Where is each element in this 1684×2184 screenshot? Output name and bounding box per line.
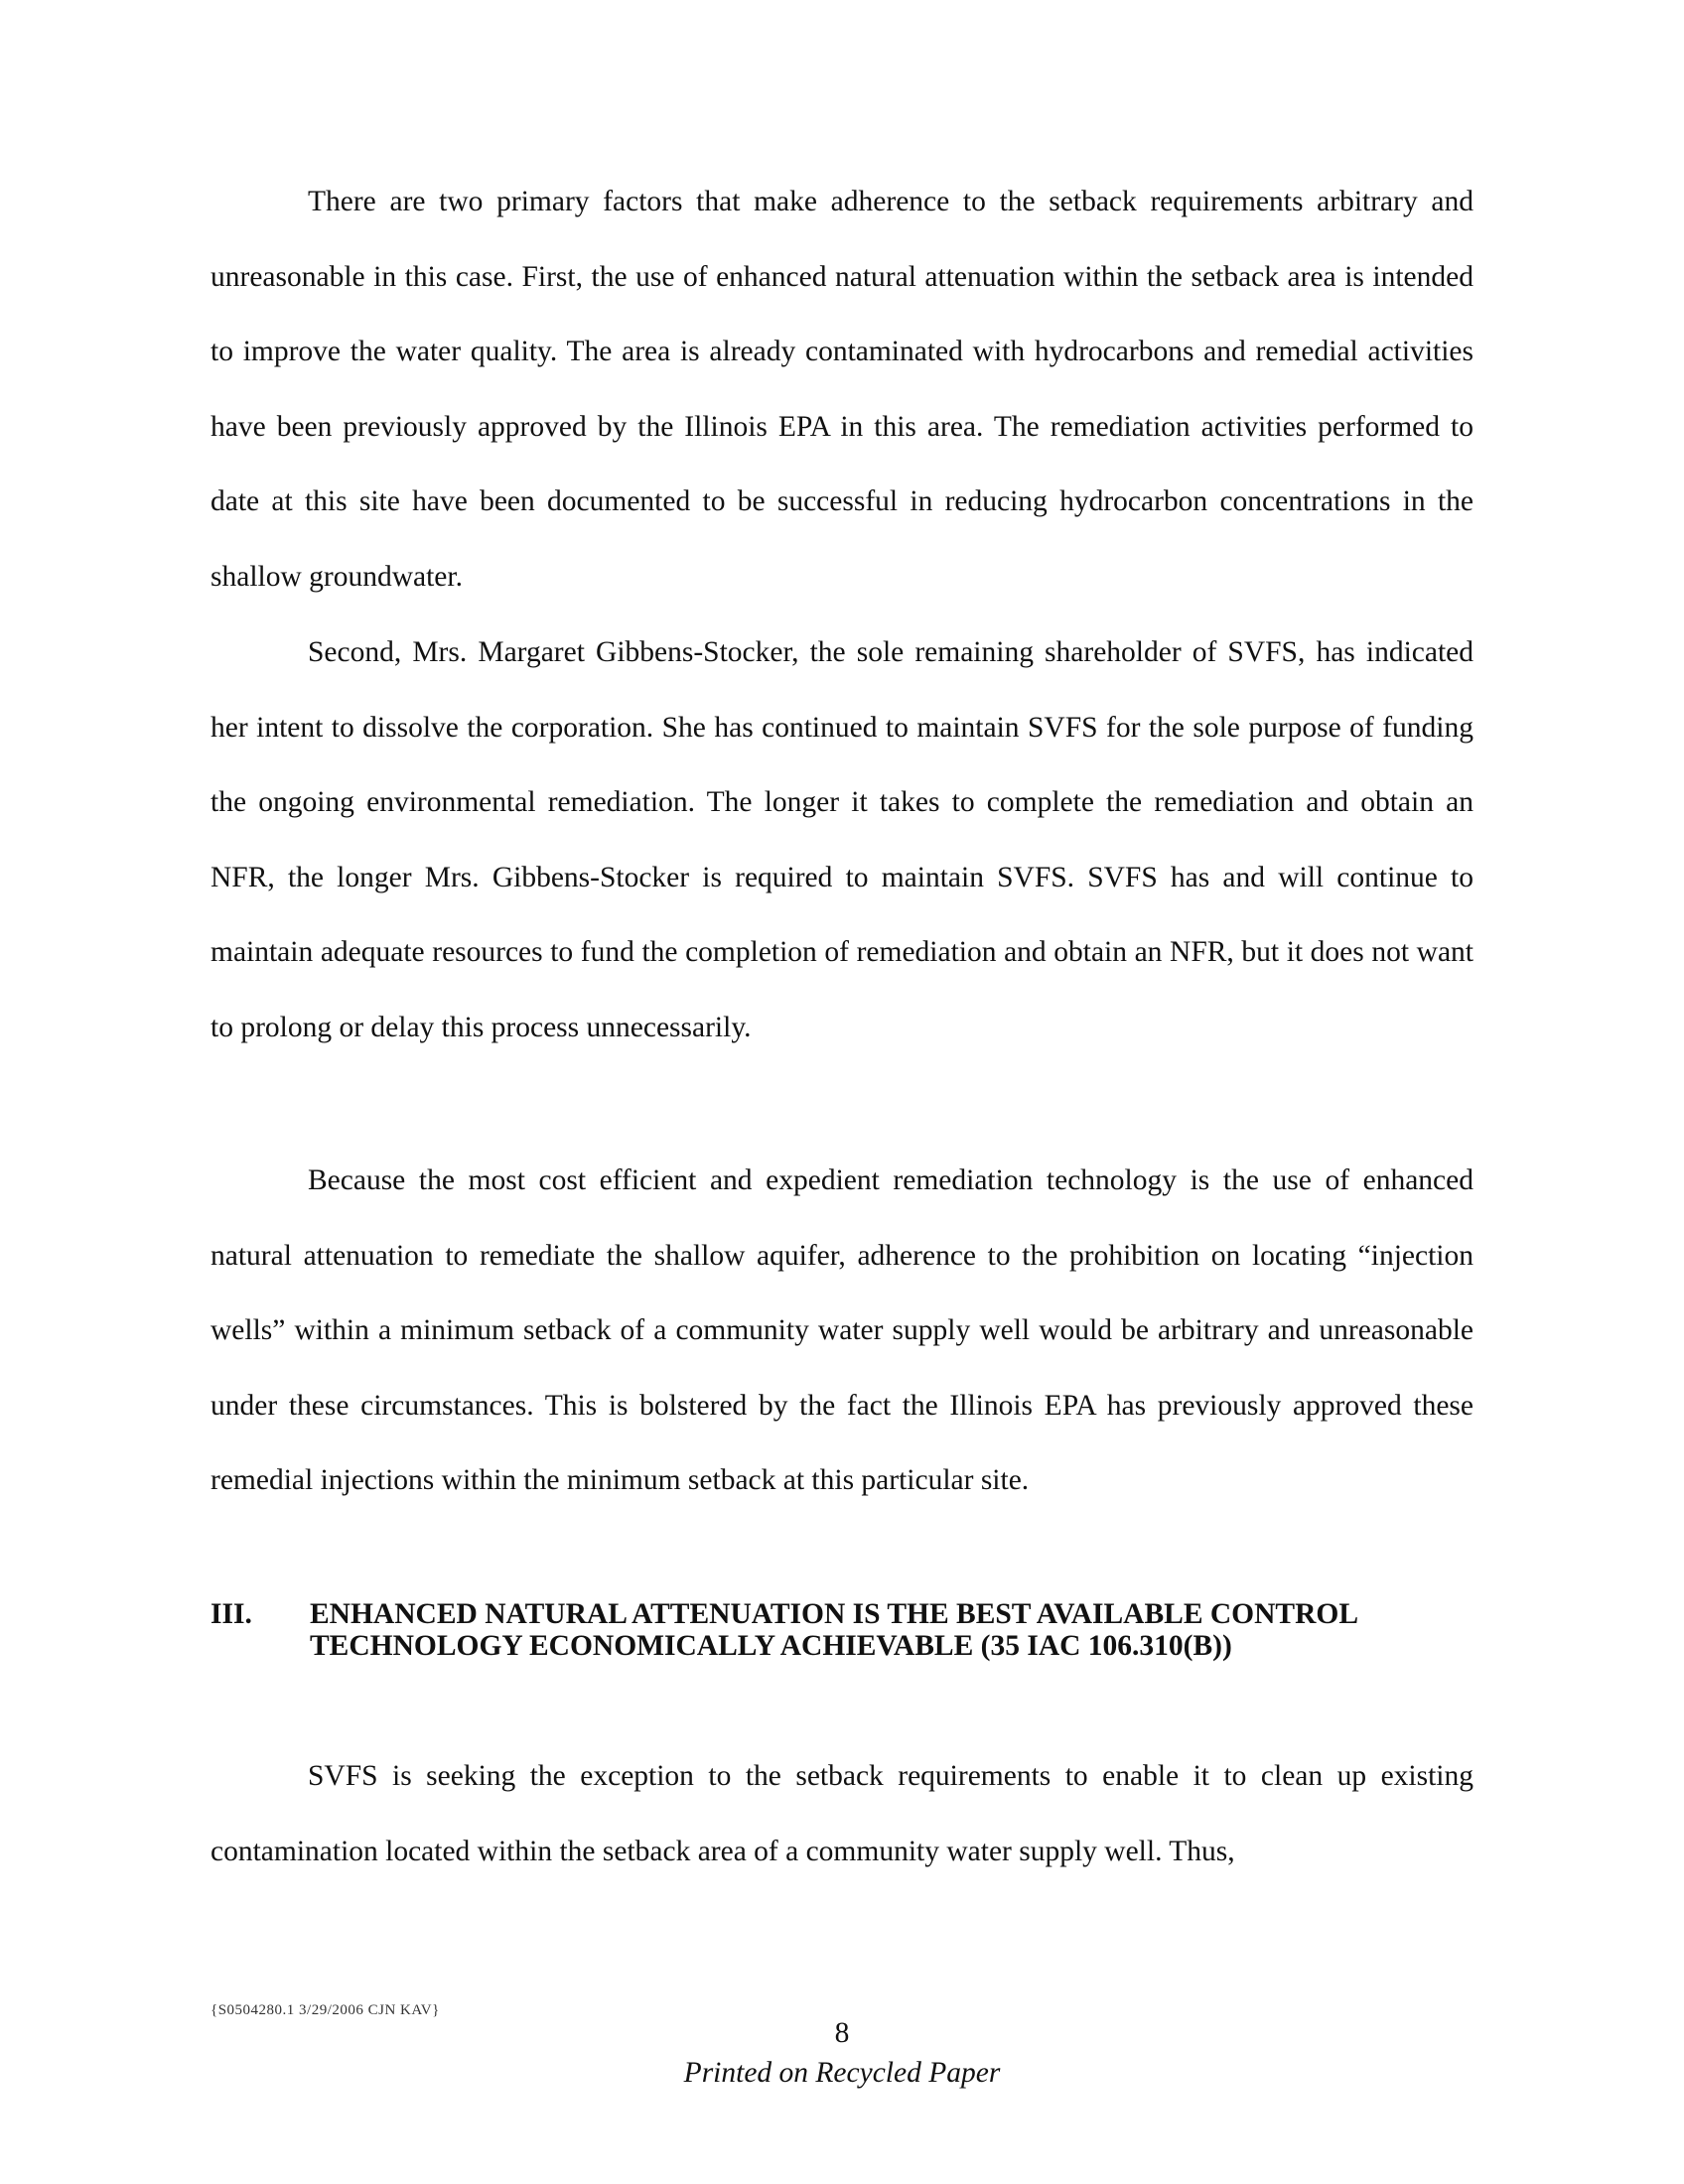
recycled-paper-note: Printed on Recycled Paper — [683, 2057, 1001, 2089]
section-title: ENHANCED NATURAL ATTENUATION IS THE BEST AVAILABLE CONTROL TECHNOLOGY ECONOMICALLY ACHIEVABLE (35 IAC 106.310(B)) — [310, 1598, 1357, 1662]
paragraph-dissolve-corporation: Second, Mrs. Margaret Gibbens-Stocker, the sole remaining shareholder of SVFS, has indicated her intent to dissolve the corporation. She has continued to maintain SVFS for the sole purpose of funding the ongoing environmental remediation. The longer it takes to complete the remediation and obtain an NFR, the longer Mrs. Gibbens-Stocker is required to maintain SVFS. SVFS has and will continue to maintain adequate resources to fund the completion of remediation and obtain an NFR, but it does not want to prolong or delay this process unnecessarily. — [210, 636, 1474, 1043]
section-number: III. — [210, 1598, 252, 1630]
paragraph-setback-exception: SVFS is seeking the exception to the setback requirements to enable it to clean up existing contamination located within the setback area of a community water supply well. Thus, — [210, 1760, 1474, 1867]
section-heading-iii — [210, 1598, 1474, 1662]
paragraph-cost-efficient-technology: Because the most cost efficient and expedient remediation technology is the use of enhanced natural attenuation to remediate the shallow aquifer, adherence to the prohibition on locating “injection wells” within a minimum setback of a community water supply well would be arbitrary and unreasonable under these circumstances. This is bolstered by the fact the Illinois EPA has previously approved these remedial injections within the minimum setback at this particular site. — [210, 1164, 1474, 1496]
page-number: 8 — [834, 2017, 850, 2049]
paragraph-primary-factors: There are two primary factors that make adherence to the setback requirements arbitrary and unreasonable in this case. First, the use of enhanced natural attenuation within the setback area is intended to improve the water quality. The area is already contaminated with hydrocarbons and remedial activities have been previously approved by the Illinois EPA in this area. The remediation activities performed to date at this site have been documented to be successful in reducing hydrocarbon concentrations in the shallow groundwater. — [210, 186, 1474, 593]
document-reference: {S0504280.1 3/29/2006 CJN KAV} — [210, 2002, 440, 2018]
